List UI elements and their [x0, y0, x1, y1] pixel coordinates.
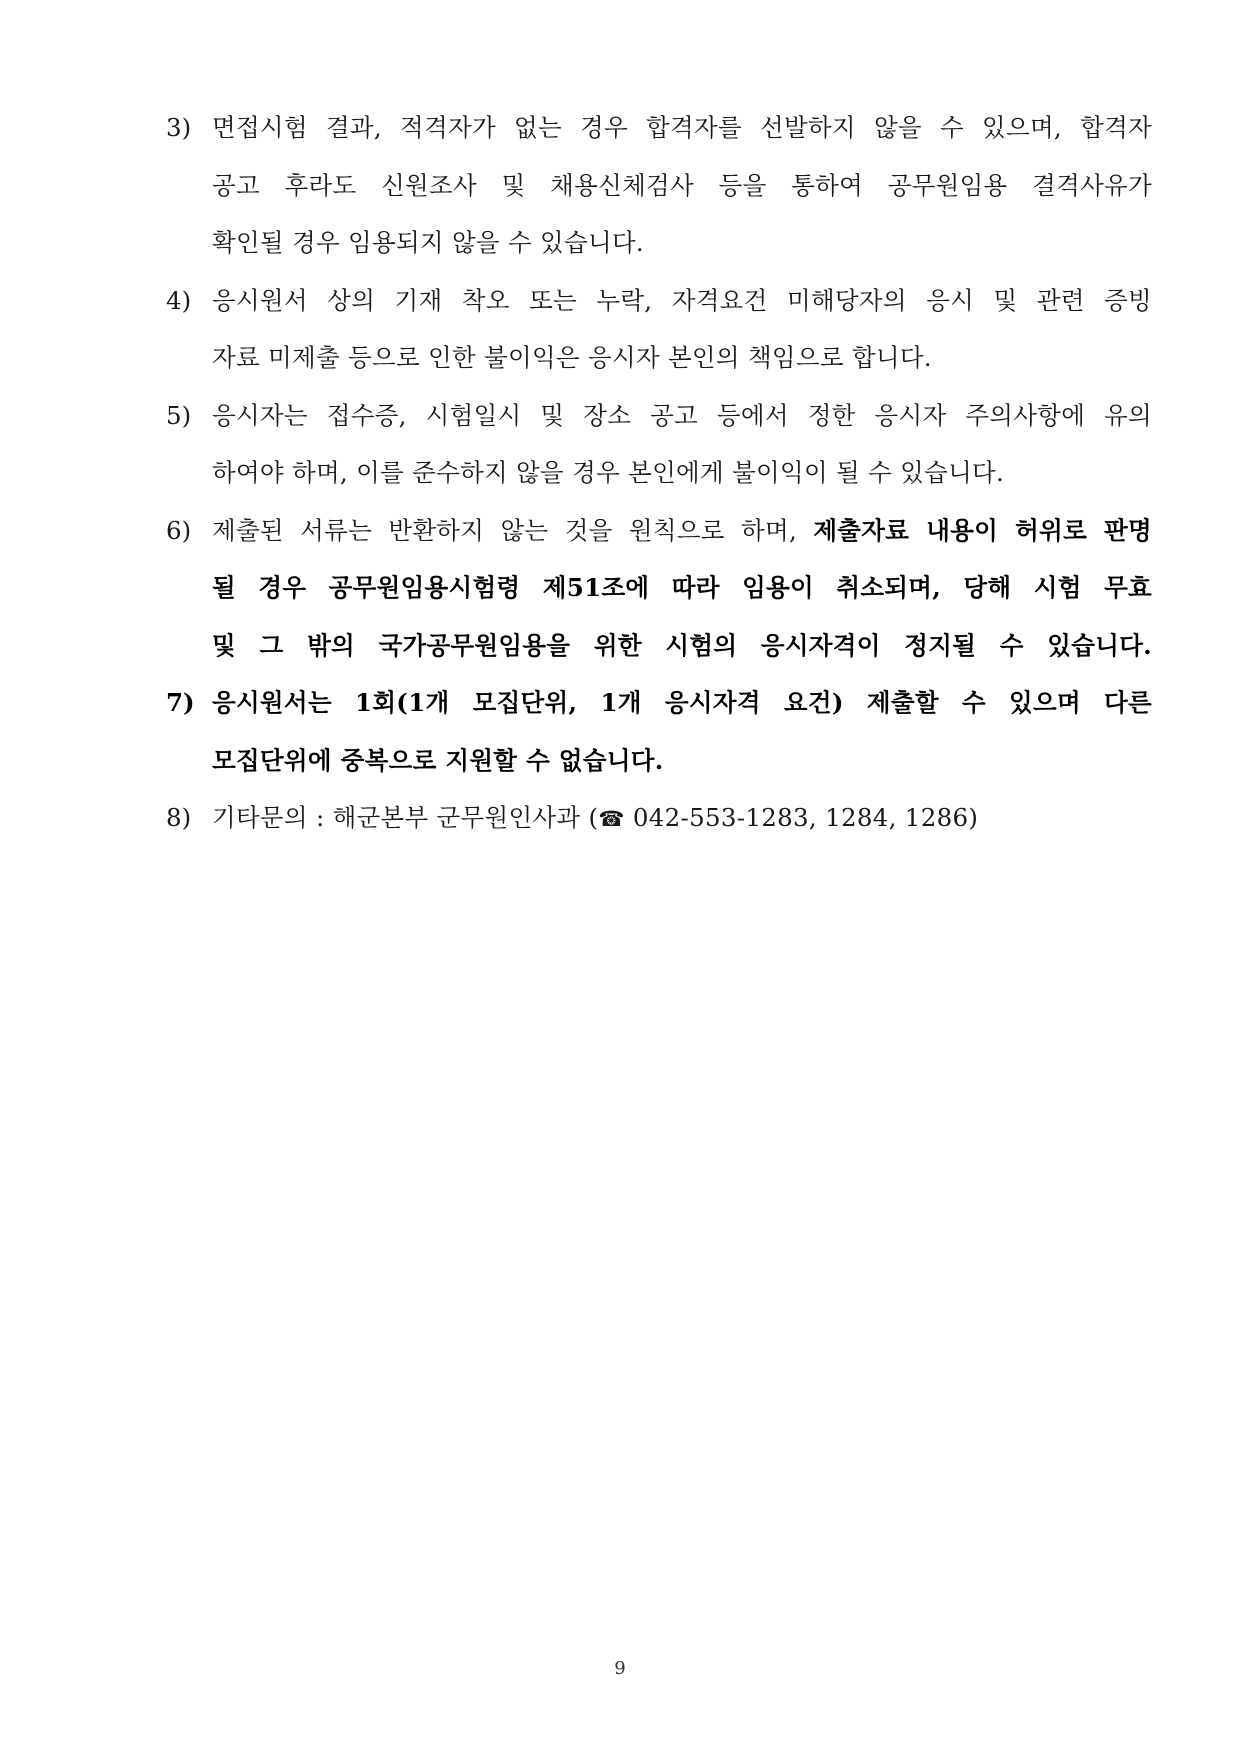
note-number: 6) — [166, 515, 192, 545]
note-4 — [166, 281, 1152, 396]
note-number: 3) — [166, 113, 192, 142]
contact-line — [212, 798, 1152, 856]
note-7 — [166, 683, 1152, 798]
note-text-bold: 제출자료 내용이 허위로 판명 — [813, 515, 1152, 545]
notes-list — [166, 108, 1152, 856]
note-line: 하여야 하며, 이를 준수하지 않을 경우 본인에게 불이익이 될 수 있습니다. — [212, 458, 1005, 487]
note-number: 8) — [166, 803, 192, 832]
note-line: 자료 미제출 등으로 인한 불이익은 응시자 본인의 책임으로 합니다. — [212, 343, 932, 372]
note-number: 5) — [166, 400, 192, 430]
note-line-bold: 응시원서는 1회(1개 모집단위, 1개 응시자격 요건) 제출할 수 있으며 다른 — [212, 688, 1152, 717]
note-line-bold: 모집단위에 중복으로 지원할 수 없습니다. — [212, 745, 664, 775]
note-line: 응시자는 접수증, 시험일시 및 장소 공고 등에서 정한 응시자 주의사항에 유의 — [212, 400, 1152, 430]
page-number: 9 — [614, 1658, 626, 1679]
note-number: 4) — [166, 285, 192, 315]
note-line: 확인될 경우 임용되지 않을 수 있습니다. — [212, 228, 644, 257]
note-5 — [166, 396, 1152, 511]
note-line: 응시원서 상의 기재 착오 또는 누락, 자격요건 미해당자의 응시 및 관련 증빙 — [212, 285, 1152, 315]
note-text-normal: 제출된 서류는 반환하지 않는 것을 원칙으로 하며, — [212, 515, 814, 545]
note-line-bold: 및 그 밖의 국가공무원임용을 위한 시험의 응시자격이 정지될 수 있습니다. — [212, 630, 1152, 660]
note-line: 면접시험 결과, 적격자가 없는 경우 합격자를 선발하지 않을 수 있으며, 합격자 — [212, 113, 1152, 142]
contact-phones: 042-553-1283, 1284, 1286) — [632, 803, 979, 832]
note-line-bold: 될 경우 공무원임용시험령 제51조에 따라 임용이 취소되며, 당해 시험 무효 — [212, 573, 1152, 602]
note-number: 7) — [166, 688, 195, 717]
telephone-icon: ☎ — [598, 807, 625, 831]
note-line — [212, 511, 1152, 569]
contact-label: 기타문의 : 해군본부 군무원인사과 ( — [212, 803, 599, 832]
note-line: 공고 후라도 신원조사 및 채용신체검사 등을 통하여 공무원임용 결격사유가 — [212, 170, 1152, 200]
note-3 — [166, 108, 1152, 281]
note-8 — [166, 798, 1152, 856]
note-6 — [166, 511, 1152, 684]
